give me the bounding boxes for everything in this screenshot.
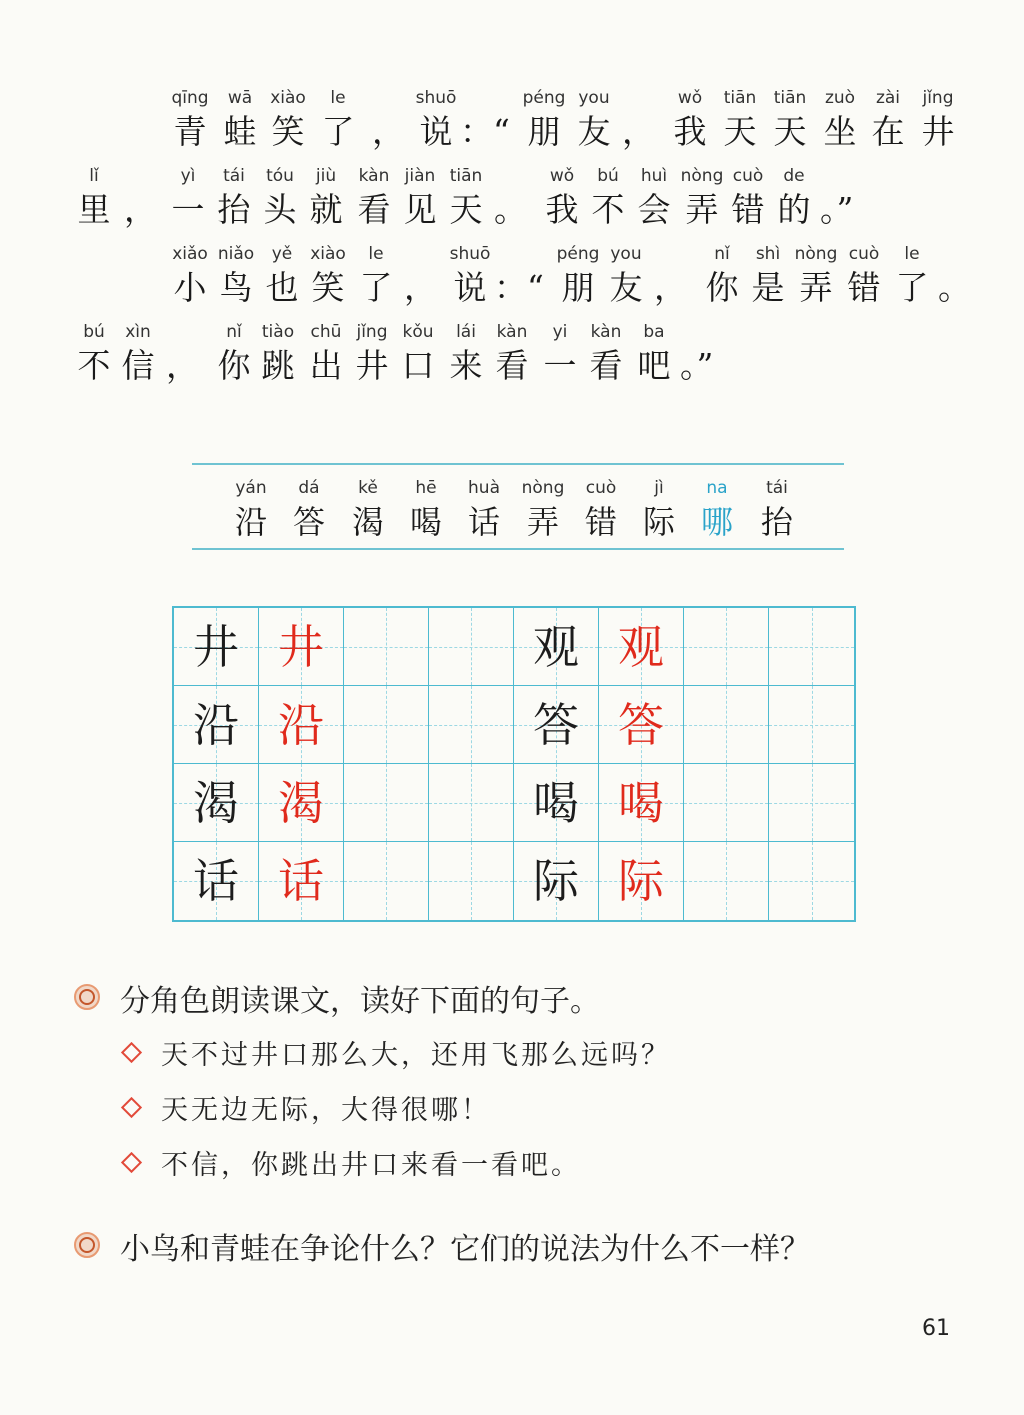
grid-cell-blank bbox=[344, 608, 429, 686]
hanzi: 了 bbox=[321, 112, 355, 151]
pinyin: ba bbox=[643, 322, 665, 342]
pinyin: tiào bbox=[261, 322, 295, 342]
hanzi: 了 bbox=[895, 268, 929, 307]
hanzi: 朋 bbox=[561, 268, 595, 307]
syllable bbox=[166, 164, 210, 230]
pinyin: tóu bbox=[266, 166, 294, 186]
syllable bbox=[604, 242, 648, 308]
syllable bbox=[304, 164, 348, 230]
syllable bbox=[768, 86, 812, 152]
exercise-bullet-icon bbox=[74, 1232, 100, 1258]
punctuation: ， bbox=[654, 268, 687, 307]
page-number: 61 bbox=[922, 1316, 950, 1341]
syllable bbox=[540, 164, 584, 230]
pinyin: yě bbox=[271, 244, 293, 264]
syllable bbox=[256, 320, 300, 386]
syllable bbox=[718, 86, 762, 152]
syllable bbox=[668, 86, 712, 152]
syllable bbox=[72, 320, 116, 386]
vocab-item bbox=[576, 476, 626, 542]
pinyin: hē bbox=[415, 478, 437, 498]
hanzi: 喝 bbox=[409, 503, 442, 541]
hanzi: 吧 bbox=[637, 346, 671, 385]
sentence-text: 天无边无际，大得很哪！ bbox=[161, 1094, 491, 1126]
grid-cell-blank bbox=[769, 764, 854, 842]
pinyin: nòng bbox=[794, 244, 838, 264]
practice-sentence bbox=[124, 1142, 581, 1182]
syllable bbox=[212, 320, 256, 386]
grid-cell-model: 井 bbox=[174, 608, 259, 686]
punctuation: 。 bbox=[938, 268, 971, 307]
practice-sentence bbox=[124, 1087, 491, 1127]
hanzi: 也 bbox=[265, 268, 299, 307]
pinyin: huì bbox=[640, 166, 668, 186]
vocab-item bbox=[634, 476, 684, 542]
sentence-text: 不信，你跳出井口来看一看吧。 bbox=[161, 1149, 581, 1181]
hanzi: 天 bbox=[773, 112, 807, 151]
hanzi: 话 bbox=[467, 503, 500, 541]
pinyin: wǒ bbox=[677, 88, 703, 108]
syllable bbox=[304, 320, 348, 386]
pinyin: wǒ bbox=[549, 166, 575, 186]
punctuation: 。” bbox=[680, 346, 714, 385]
syllable bbox=[866, 86, 910, 152]
pinyin: kǒu bbox=[402, 322, 434, 342]
punctuation: ， bbox=[372, 112, 405, 151]
punctuation: ， bbox=[404, 268, 437, 307]
grid-cell-trace: 话 bbox=[259, 842, 344, 920]
syllable bbox=[214, 242, 258, 308]
hanzi: 井 bbox=[355, 346, 389, 385]
syllable bbox=[218, 86, 262, 152]
pinyin: lǐ bbox=[89, 166, 99, 186]
vocab-item bbox=[284, 476, 334, 542]
pinyin: shuō bbox=[415, 88, 457, 108]
hanzi: 你 bbox=[705, 268, 739, 307]
hanzi: 我 bbox=[673, 112, 707, 151]
hanzi: 头 bbox=[263, 190, 297, 229]
hanzi: 鸟 bbox=[219, 268, 253, 307]
syllable bbox=[490, 320, 534, 386]
hanzi: 的 bbox=[777, 190, 811, 229]
grid-cell-blank bbox=[684, 686, 769, 764]
hanzi: 小 bbox=[173, 268, 207, 307]
hanzi: 错 bbox=[847, 268, 881, 307]
hanzi: 说 bbox=[419, 112, 453, 151]
pinyin: yì bbox=[180, 166, 196, 186]
hanzi: 抬 bbox=[760, 503, 793, 541]
hanzi: 错 bbox=[584, 503, 617, 541]
pinyin: shì bbox=[755, 244, 781, 264]
punctuation: 。 bbox=[494, 190, 527, 229]
punctuation: ：“ bbox=[494, 268, 544, 307]
grid-cell-model: 际 bbox=[514, 842, 599, 920]
syllable bbox=[584, 320, 628, 386]
syllable bbox=[746, 242, 790, 308]
pinyin: nòng bbox=[680, 166, 724, 186]
hanzi: 出 bbox=[309, 346, 343, 385]
syllable bbox=[794, 242, 838, 308]
diamond-bullet-icon bbox=[121, 1096, 142, 1117]
hanzi: 信 bbox=[121, 346, 155, 385]
syllable bbox=[632, 320, 676, 386]
pinyin: jǐng bbox=[922, 88, 954, 108]
grid-cell-trace: 喝 bbox=[599, 764, 684, 842]
hanzi: 看 bbox=[589, 346, 623, 385]
grid-cell-trace: 际 bbox=[599, 842, 684, 920]
pinyin: xiǎo bbox=[172, 244, 208, 264]
syllable bbox=[316, 86, 360, 152]
pinyin: kàn bbox=[590, 322, 622, 342]
pinyin: tái bbox=[766, 478, 788, 498]
hanzi: 哪 bbox=[700, 503, 733, 541]
pinyin: yi bbox=[552, 322, 568, 342]
pinyin: na bbox=[706, 478, 728, 498]
hanzi: 不 bbox=[591, 190, 625, 229]
grid-cell-model: 喝 bbox=[514, 764, 599, 842]
syllable bbox=[306, 242, 350, 308]
syllable bbox=[916, 86, 960, 152]
hanzi: 看 bbox=[357, 190, 391, 229]
pinyin: wā bbox=[227, 88, 253, 108]
hanzi: 一 bbox=[543, 346, 577, 385]
vocab-top-rule bbox=[192, 463, 844, 465]
pinyin: zài bbox=[875, 88, 901, 108]
hanzi: 一 bbox=[171, 190, 205, 229]
hanzi: 笑 bbox=[311, 268, 345, 307]
exercise-bullet-icon bbox=[74, 984, 100, 1010]
pinyin: cuò bbox=[848, 244, 880, 264]
syllable bbox=[556, 242, 600, 308]
syllable bbox=[842, 242, 886, 308]
hanzi: 抬 bbox=[217, 190, 251, 229]
syllable bbox=[586, 164, 630, 230]
grid-cell-model: 沿 bbox=[174, 686, 259, 764]
hanzi: 来 bbox=[449, 346, 483, 385]
hanzi: 答 bbox=[292, 503, 325, 541]
pinyin: le bbox=[904, 244, 920, 264]
hanzi: 沿 bbox=[234, 503, 267, 541]
grid-cell-blank bbox=[684, 608, 769, 686]
syllable bbox=[632, 164, 676, 230]
pinyin: xiào bbox=[310, 244, 346, 264]
syllable bbox=[266, 86, 310, 152]
pinyin: de bbox=[783, 166, 805, 186]
syllable bbox=[448, 242, 492, 308]
pinyin: qīng bbox=[171, 88, 209, 108]
syllable bbox=[522, 86, 566, 152]
hanzi: 际 bbox=[642, 503, 675, 541]
punctuation: ， bbox=[166, 346, 199, 385]
grid-cell-trace: 观 bbox=[599, 608, 684, 686]
pinyin: yán bbox=[235, 478, 267, 498]
grid-cell-blank bbox=[769, 686, 854, 764]
pinyin: you bbox=[578, 88, 610, 108]
exercise-task-1: 分角色朗读课文，读好下面的句子。 bbox=[120, 984, 600, 1019]
hanzi: 井 bbox=[921, 112, 955, 151]
vocab-bottom-rule bbox=[192, 548, 844, 550]
pinyin: péng bbox=[522, 88, 566, 108]
vocab-item bbox=[518, 476, 568, 542]
vocab-item bbox=[343, 476, 393, 542]
hanzi: 口 bbox=[401, 346, 435, 385]
grid-cell-blank bbox=[684, 764, 769, 842]
hanzi: 天 bbox=[723, 112, 757, 151]
pinyin: nǐ bbox=[714, 244, 730, 264]
hanzi: 渴 bbox=[351, 503, 384, 541]
vocab-item-highlighted bbox=[692, 476, 742, 542]
grid-cell-blank bbox=[429, 686, 514, 764]
grid-cell-blank bbox=[429, 608, 514, 686]
pinyin: niǎo bbox=[217, 244, 255, 264]
grid-cell-model: 话 bbox=[174, 842, 259, 920]
sentence-text: 天不过井口那么大，还用飞那么远吗？ bbox=[161, 1039, 671, 1071]
hanzi: 我 bbox=[545, 190, 579, 229]
pinyin: kě bbox=[358, 478, 378, 498]
pinyin: jǐng bbox=[356, 322, 388, 342]
exercise-task-2: 小鸟和青蛙在争论什么？它们的说法为什么不一样？ bbox=[120, 1232, 810, 1267]
pinyin: kàn bbox=[358, 166, 390, 186]
punctuation: ， bbox=[124, 190, 157, 229]
grid-cell-trace: 渴 bbox=[259, 764, 344, 842]
diamond-bullet-icon bbox=[121, 1151, 142, 1172]
vocab-item bbox=[401, 476, 451, 542]
syllable bbox=[398, 164, 442, 230]
pinyin: xìn bbox=[125, 322, 151, 342]
pinyin: cuò bbox=[585, 478, 617, 498]
syllable bbox=[680, 164, 724, 230]
hanzi: 你 bbox=[217, 346, 251, 385]
grid-cell-blank bbox=[429, 764, 514, 842]
hanzi: 跳 bbox=[261, 346, 295, 385]
grid-cell-blank bbox=[344, 686, 429, 764]
pinyin: nòng bbox=[521, 478, 565, 498]
syllable bbox=[726, 164, 770, 230]
hanzi: 了 bbox=[359, 268, 393, 307]
syllable bbox=[72, 164, 116, 230]
grid-cell-model: 观 bbox=[514, 608, 599, 686]
hanzi: 蛙 bbox=[223, 112, 257, 151]
grid-cell-blank bbox=[344, 764, 429, 842]
hanzi: 见 bbox=[403, 190, 437, 229]
grid-cell-trace: 沿 bbox=[259, 686, 344, 764]
pinyin: tiān bbox=[773, 88, 807, 108]
syllable bbox=[116, 320, 160, 386]
grid-cell-blank bbox=[769, 608, 854, 686]
hanzi: 会 bbox=[637, 190, 671, 229]
pinyin: huà bbox=[468, 478, 500, 498]
hanzi: 在 bbox=[871, 112, 905, 151]
hanzi: 就 bbox=[309, 190, 343, 229]
syllable bbox=[772, 164, 816, 230]
syllable bbox=[352, 164, 396, 230]
grid-cell-blank bbox=[344, 842, 429, 920]
pinyin: cuò bbox=[732, 166, 764, 186]
hanzi: 天 bbox=[449, 190, 483, 229]
pinyin: le bbox=[330, 88, 346, 108]
pinyin: bú bbox=[597, 166, 619, 186]
hanzi: 说 bbox=[453, 268, 487, 307]
vocab-item bbox=[459, 476, 509, 542]
hanzi: 青 bbox=[173, 112, 207, 151]
syllable bbox=[818, 86, 862, 152]
pinyin: chū bbox=[310, 322, 342, 342]
syllable bbox=[572, 86, 616, 152]
pinyin: le bbox=[368, 244, 384, 264]
pinyin: kàn bbox=[496, 322, 528, 342]
grid-cell-blank bbox=[684, 842, 769, 920]
practice-sentence bbox=[124, 1032, 671, 1072]
hanzi: 弄 bbox=[799, 268, 833, 307]
syllable bbox=[258, 164, 302, 230]
syllable bbox=[212, 164, 256, 230]
grid-cell-trace: 答 bbox=[599, 686, 684, 764]
pinyin: xiào bbox=[270, 88, 306, 108]
punctuation: ：“ bbox=[460, 112, 510, 151]
hanzi: 笑 bbox=[271, 112, 305, 151]
grid-cell-model: 答 bbox=[514, 686, 599, 764]
pinyin: lái bbox=[456, 322, 476, 342]
hanzi: 朋 bbox=[527, 112, 561, 151]
pinyin: jiàn bbox=[404, 166, 436, 186]
writing-practice-grid bbox=[172, 606, 856, 922]
pinyin: tiān bbox=[723, 88, 757, 108]
grid-cell-blank bbox=[769, 842, 854, 920]
syllable bbox=[168, 86, 212, 152]
syllable bbox=[396, 320, 440, 386]
pinyin: you bbox=[610, 244, 642, 264]
vocab-item bbox=[226, 476, 276, 542]
hanzi: 弄 bbox=[526, 503, 559, 541]
syllable bbox=[700, 242, 744, 308]
diamond-bullet-icon bbox=[121, 1041, 142, 1062]
syllable bbox=[354, 242, 398, 308]
hanzi: 友 bbox=[609, 268, 643, 307]
pinyin: shuō bbox=[449, 244, 491, 264]
hanzi: 看 bbox=[495, 346, 529, 385]
pinyin: péng bbox=[556, 244, 600, 264]
syllable bbox=[260, 242, 304, 308]
grid-cell-blank bbox=[429, 842, 514, 920]
syllable bbox=[444, 320, 488, 386]
hanzi: 友 bbox=[577, 112, 611, 151]
syllable bbox=[538, 320, 582, 386]
vocab-item bbox=[752, 476, 802, 542]
syllable bbox=[350, 320, 394, 386]
pinyin: bú bbox=[83, 322, 105, 342]
punctuation: 。” bbox=[820, 190, 854, 229]
pinyin: dá bbox=[298, 478, 320, 498]
hanzi: 不 bbox=[77, 346, 111, 385]
hanzi: 里 bbox=[77, 190, 111, 229]
syllable bbox=[168, 242, 212, 308]
hanzi: 是 bbox=[751, 268, 785, 307]
pinyin: tiān bbox=[449, 166, 483, 186]
grid-cell-model: 渴 bbox=[174, 764, 259, 842]
hanzi: 弄 bbox=[685, 190, 719, 229]
syllable bbox=[890, 242, 934, 308]
hanzi: 错 bbox=[731, 190, 765, 229]
pinyin: tái bbox=[223, 166, 245, 186]
syllable bbox=[444, 164, 488, 230]
pinyin: jì bbox=[654, 478, 664, 498]
grid-cell-trace: 井 bbox=[259, 608, 344, 686]
pinyin: jiù bbox=[315, 166, 337, 186]
pinyin: nǐ bbox=[226, 322, 242, 342]
syllable bbox=[414, 86, 458, 152]
pinyin: zuò bbox=[824, 88, 856, 108]
hanzi: 坐 bbox=[823, 112, 857, 151]
punctuation: ， bbox=[622, 112, 655, 151]
